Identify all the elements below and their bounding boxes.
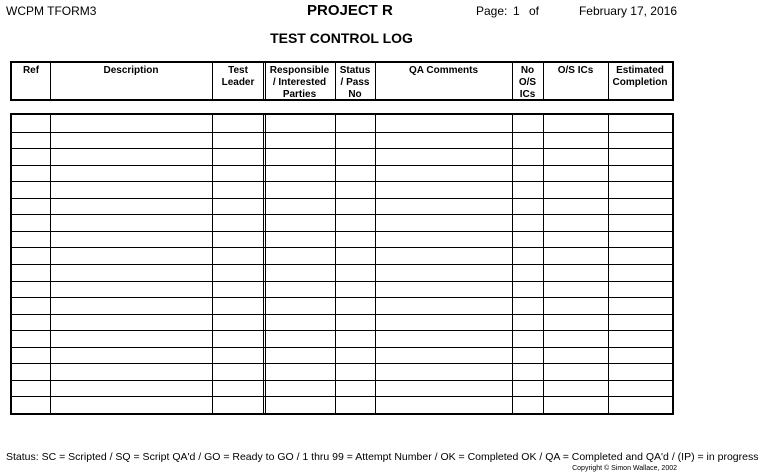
table-row[interactable]	[12, 314, 672, 331]
table-row[interactable]	[12, 264, 672, 281]
table-row[interactable]	[12, 396, 672, 413]
column-header-test-leader	[212, 65, 264, 89]
column-header-line: Completion	[612, 77, 668, 88]
status-legend: Status: SC = Scripted / SQ = Script QA'd / GO = Ready to GO / 1 thru 99 = Attempt Number / OK = Completed OK / QA = Completed and QA'd / (IP) = in progress	[6, 451, 758, 463]
row-divider	[12, 314, 672, 315]
document-date: February 17, 2016	[578, 4, 677, 18]
column-header-line: Estimated	[616, 65, 664, 76]
table-row[interactable]	[12, 214, 672, 231]
table-row[interactable]	[12, 380, 672, 397]
column-header-line: Test	[228, 65, 248, 76]
project-title: PROJECT R	[307, 2, 393, 19]
log-title: TEST CONTROL LOG	[270, 30, 413, 46]
row-divider	[12, 165, 672, 166]
column-header-line: Responsible	[269, 65, 330, 76]
page-label: Page:	[476, 4, 508, 18]
row-divider	[12, 214, 672, 215]
row-divider	[12, 380, 672, 381]
page-number: 1	[513, 4, 520, 18]
row-divider	[12, 330, 672, 331]
row-divider	[12, 148, 672, 149]
column-header-responsible	[264, 65, 335, 101]
column-header-estimated-completion	[608, 65, 672, 89]
row-divider	[12, 247, 672, 248]
column-header-no-os-ics	[512, 65, 543, 101]
column-header-line: Leader	[221, 77, 255, 88]
row-divider	[12, 181, 672, 182]
column-header-line: Status	[339, 65, 371, 76]
table-row[interactable]	[12, 115, 672, 132]
row-divider	[12, 198, 672, 199]
table-row[interactable]	[12, 181, 672, 198]
log-entries-table	[10, 113, 674, 415]
column-header-line: / Pass	[340, 77, 370, 88]
table-row[interactable]	[12, 148, 672, 165]
column-header-ref	[12, 65, 50, 77]
column-header-line: / Interested	[272, 77, 327, 88]
form-id: WCPM TFORM3	[6, 4, 97, 18]
row-divider	[12, 363, 672, 364]
table-row[interactable]	[12, 198, 672, 215]
column-header-line: QA Comments	[408, 65, 479, 76]
column-header-status	[335, 65, 375, 101]
column-header-line: Description	[103, 65, 159, 76]
column-header-line: ICs	[519, 89, 536, 100]
row-divider	[12, 396, 672, 397]
column-header-line: Ref	[22, 65, 40, 76]
column-header-os-ics	[543, 65, 608, 77]
column-header-line: No	[348, 89, 362, 100]
row-divider	[12, 132, 672, 133]
column-header-description	[50, 65, 212, 77]
row-divider	[12, 231, 672, 232]
copyright-notice: Copyright © Simon Wallace, 2002	[572, 465, 677, 472]
column-header-line: Parties	[282, 89, 317, 100]
table-row[interactable]	[12, 281, 672, 298]
table-row[interactable]	[12, 231, 672, 248]
table-row[interactable]	[12, 297, 672, 314]
row-divider	[12, 297, 672, 298]
row-divider	[12, 347, 672, 348]
column-header-table	[10, 61, 674, 101]
column-header-line: No	[520, 65, 535, 76]
row-divider	[12, 264, 672, 265]
table-row[interactable]	[12, 247, 672, 264]
column-header-line: O/S	[518, 77, 537, 88]
column-header-qa-comments	[375, 65, 512, 77]
table-row[interactable]	[12, 132, 672, 149]
page-of-label: of	[529, 4, 540, 18]
row-divider	[12, 281, 672, 282]
table-row[interactable]	[12, 165, 672, 182]
table-row[interactable]	[12, 330, 672, 347]
table-row[interactable]	[12, 363, 672, 380]
column-header-line: O/S ICs	[557, 65, 594, 76]
table-row[interactable]	[12, 347, 672, 364]
